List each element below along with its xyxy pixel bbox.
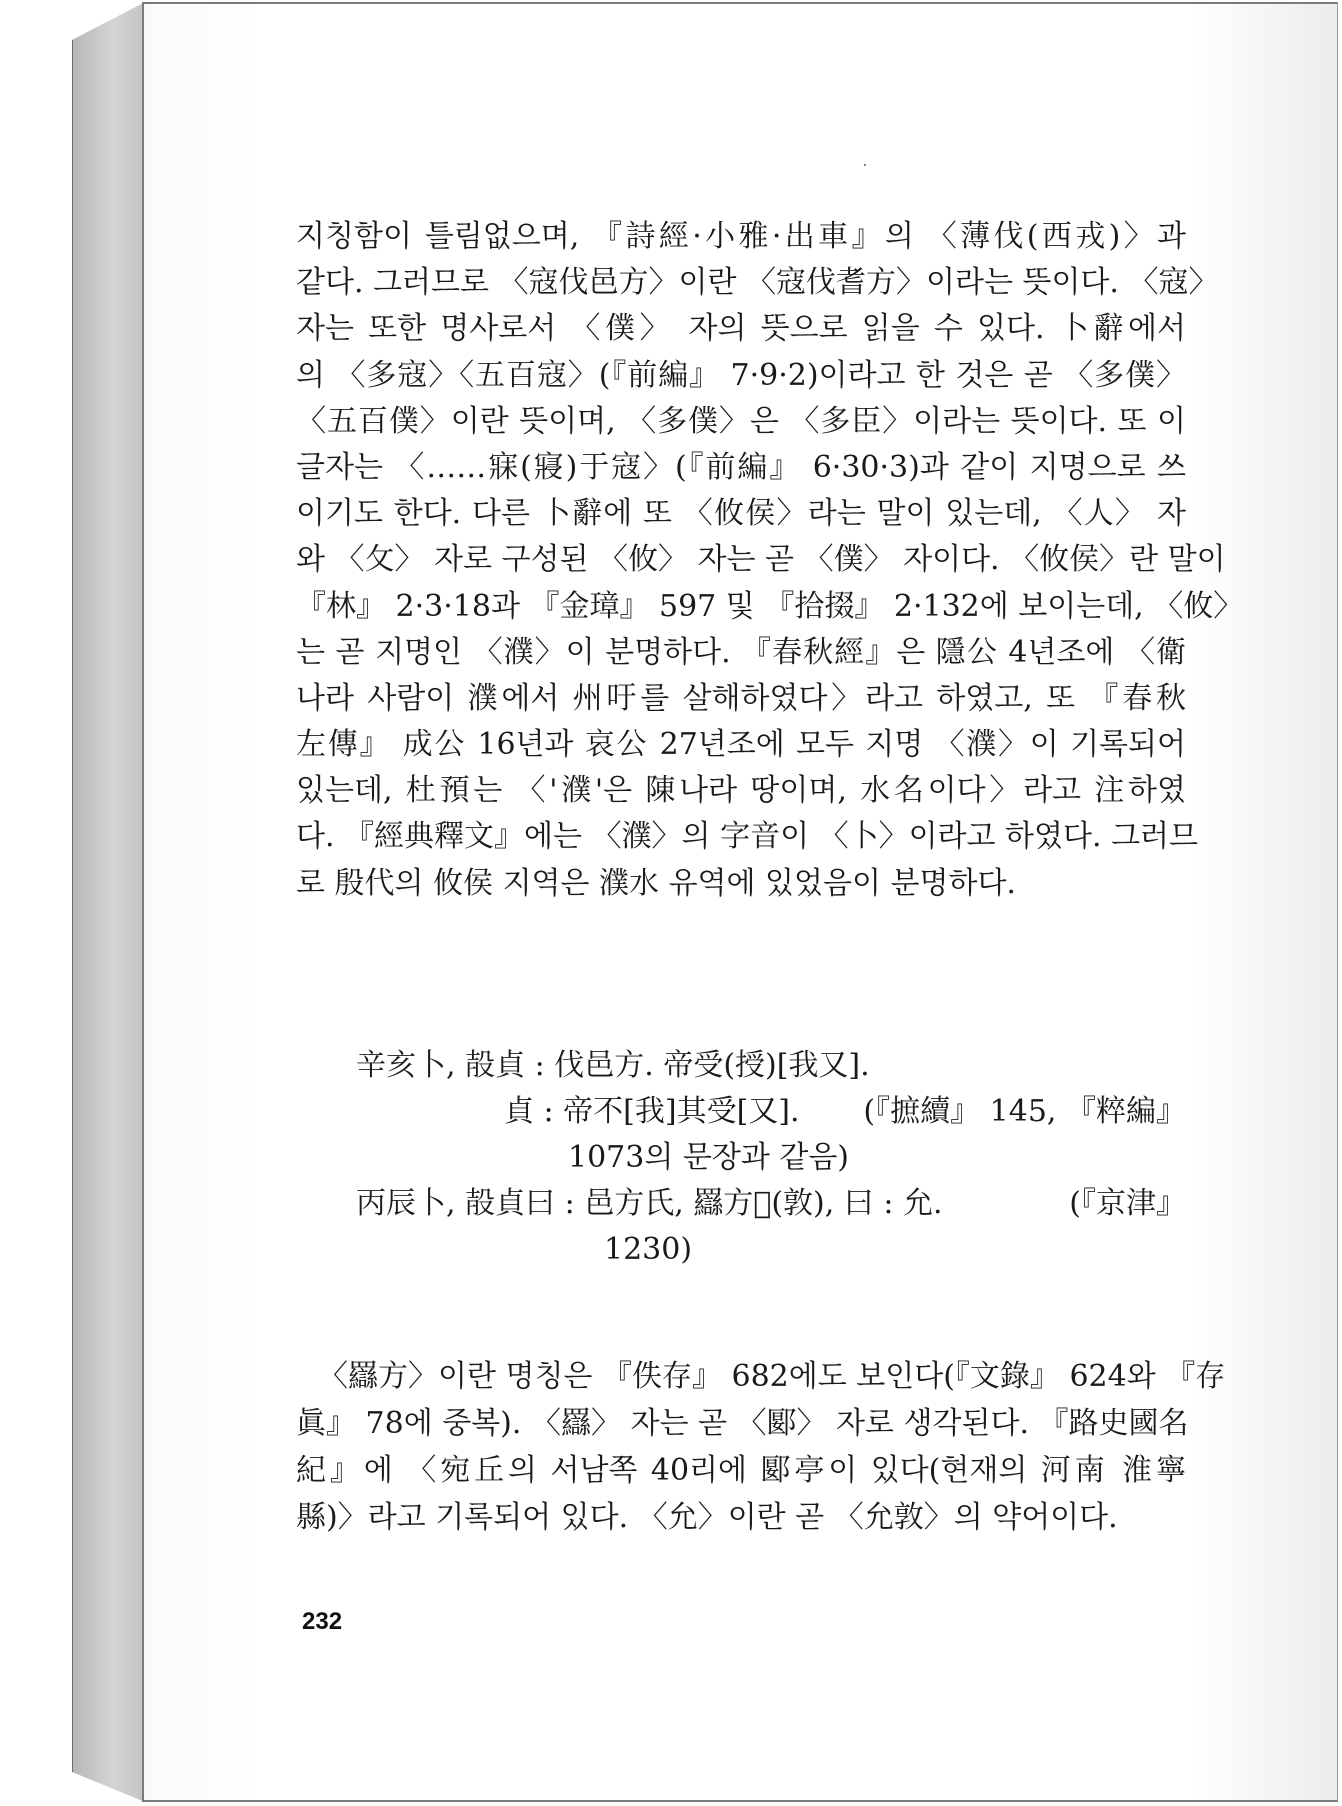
body-paragraph-1	[296, 214, 1244, 907]
text-line: 『林』 2·3·18과 『金璋』 597 및 『拾掇』 2·132에 보이는데, 〈攸〉	[296, 588, 1244, 624]
quote-citation: (『摭續』 145, 『粹編』	[863, 1094, 1186, 1129]
text-line: 의 〈多寇〉〈五百寇〉(『前編』 7·9·2)이라고 한 것은 곧 〈多僕〉	[296, 357, 1186, 393]
text-line: 眞』 78에 중복). 〈羉〉 자는 곧 〈郾〉 자로 생각된다. 『路史國名	[296, 1406, 1189, 1441]
quote-line	[296, 1181, 1186, 1227]
text-line: 左傳』 成公 16년과 哀公 27년조에 모두 지명 〈濮〉이 기록되어	[296, 727, 1186, 763]
book-spine	[72, 2, 145, 1802]
oracle-inscription-quotes	[296, 1043, 1186, 1273]
page-speck	[864, 164, 866, 166]
quote-line: 1073의 문장과 같음)	[568, 1140, 850, 1175]
text-line: 縣)〉라고 기록되어 있다. 〈允〉이란 곧 〈允敦〉의 약어이다.	[296, 1500, 1118, 1535]
text-line: 와 〈攵〉 자로 구성된 〈攸〉 자는 곧 〈僕〉 자이다. 〈攸侯〉란 말이	[296, 542, 1226, 578]
text-line: 같다. 그러므로 〈寇伐邑方〉이란 〈寇伐耆方〉이라는 뜻이다. 〈寇〉	[296, 265, 1219, 301]
text-line: 紀』에 〈宛丘의 서남쪽 40리에 郾亭이 있다(현재의 河南 淮寧	[296, 1453, 1186, 1488]
quote-line: 1230)	[604, 1232, 693, 1267]
quote-text: 貞 : 帝不[我]其受[又].	[504, 1094, 800, 1129]
text-line: 〈羉方〉이란 명칭은 『佚存』 682에도 보인다(『文錄』 624와 『存	[318, 1359, 1226, 1394]
quote-line	[296, 1089, 1186, 1135]
quote-line: 辛亥卜, 㱿貞 : 伐邑方. 帝受(授)[我又].	[356, 1048, 870, 1083]
quote-text: 丙辰卜, 㱿貞曰 : 邑方氏, 羉方𦎫(敦), 曰 : 允.	[356, 1186, 943, 1221]
text-line: 로 殷代의 攸侯 지역은 濮水 유역에 있었음이 분명하다.	[296, 865, 1016, 901]
text-line: 〈五百僕〉이란 뜻이며, 〈多僕〉은 〈多臣〉이라는 뜻이다. 또 이	[296, 403, 1186, 439]
text-line: 글자는 〈……寐(寢)于寇〉(『前編』 6·30·3)과 같이 지명으로 쓰	[296, 449, 1186, 485]
text-line: 이기도 한다. 다른 卜辭에 또 〈攸侯〉라는 말이 있는데, 〈人〉 자	[296, 496, 1186, 532]
text-line: 있는데, 杜預는 〈'濮'은 陳나라 땅이며, 水名이다〉라고 注하였	[296, 773, 1186, 809]
quote-citation: (『京津』	[1069, 1186, 1186, 1221]
text-line: 자는 또한 명사로서 〈僕〉 자의 뜻으로 읽을 수 있다. 卜辭에서	[296, 311, 1186, 347]
text-line: 나라 사람이 濮에서 州吁를 살해하였다〉라고 하였고, 또 『春秋	[296, 680, 1186, 716]
text-line: 다. 『經典釋文』에는 〈濮〉의 字音이 〈卜〉이라고 하였다. 그러므	[296, 819, 1199, 855]
text-line: 지칭함이 틀림없으며, 『詩經·小雅·出車』의 〈薄伐(西戎)〉과	[296, 219, 1186, 254]
text-line: 는 곧 지명인 〈濮〉이 분명하다. 『春秋經』은 隱公 4년조에 〈衛	[296, 634, 1186, 670]
body-paragraph-2	[296, 1353, 1226, 1541]
page-number: 232	[302, 1608, 343, 1635]
